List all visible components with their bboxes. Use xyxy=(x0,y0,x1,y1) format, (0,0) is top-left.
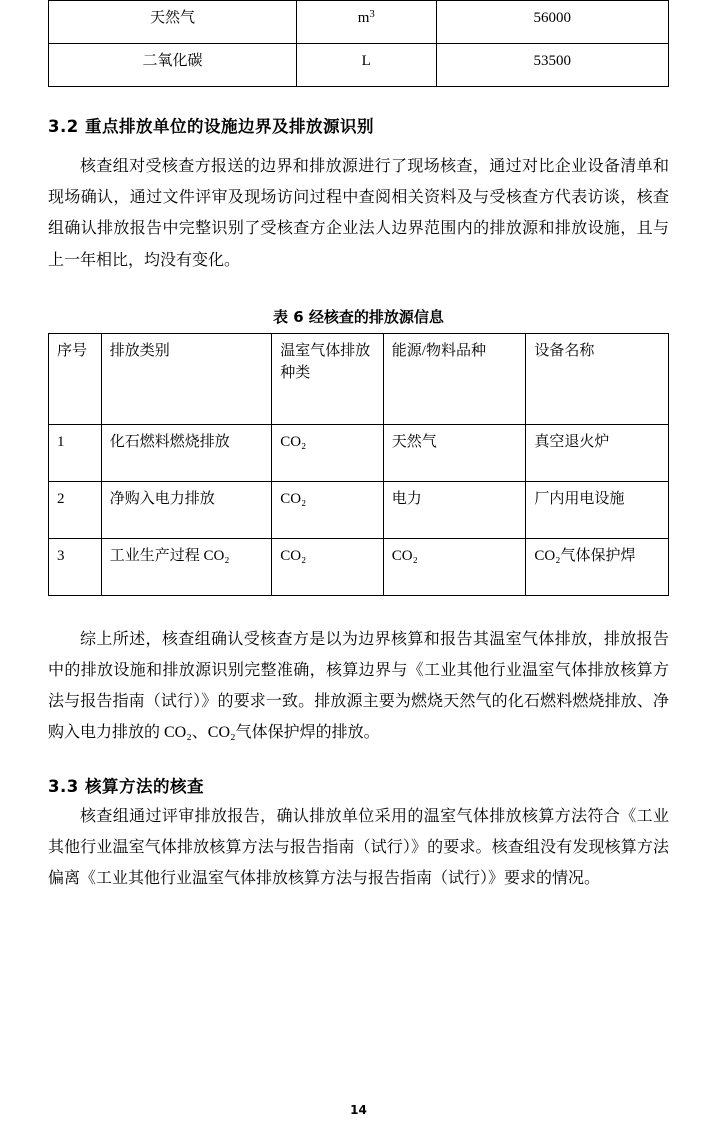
unit-value: L xyxy=(361,53,371,69)
cell-no: 1 xyxy=(49,424,102,481)
cell-name: 二氧化碳 xyxy=(49,44,297,87)
energy-consumption-table xyxy=(48,0,669,87)
emission-source-table xyxy=(48,333,669,596)
table-row xyxy=(49,481,669,538)
section-heading-3-3: 3.3 核算方法的核查 xyxy=(48,776,204,796)
unit-value: m xyxy=(357,10,370,26)
cell-equipment: CO₂气体保护焊 xyxy=(526,538,669,595)
table6-caption: 表 6 经核查的排放源信息 xyxy=(273,307,444,326)
cell-ghg: CO₂ xyxy=(272,538,384,595)
cell-no: 3 xyxy=(49,538,102,595)
cell-value: 53500 xyxy=(436,44,669,87)
cell-unit xyxy=(297,1,437,44)
cell-value: 56000 xyxy=(436,1,669,44)
table-row xyxy=(49,538,669,595)
table-row xyxy=(49,424,669,481)
cell-unit xyxy=(297,44,437,87)
header-no: 序号 xyxy=(49,333,102,424)
section-3-3-paragraph: 核查组通过评审排放报告，确认排放单位采用的温室气体排放核算方法符合《工业其他行业温室气体排放核算方法与报告指南（试行）》的要求。核查组没有发现核算方法偏离《工业其他行业温室气体排放核算方法与报告指南（试行）》要求的情况。 xyxy=(48,807,669,887)
header-category: 排放类别 xyxy=(101,333,272,424)
cell-fuel: 天然气 xyxy=(383,424,526,481)
cell-category: 工业生产过程 CO₂ xyxy=(101,538,272,595)
page-number: 14 xyxy=(350,1103,367,1117)
cell-fuel: 电力 xyxy=(383,481,526,538)
cell-no: 2 xyxy=(49,481,102,538)
cell-fuel: CO₂ xyxy=(383,538,526,595)
cell-ghg: CO₂ xyxy=(272,481,384,538)
summary-paragraph: 综上所述，核查组确认受核查方是以为边界核算和报告其温室气体排放，排放报告中的排放设施和排放源识别完整准确，核算边界与《工业其他行业温室气体排放核算方法与报告指南（试行）》的要求一致。排放源主要为燃烧天然气的化石燃料燃烧排放、净购入电力排放的 CO₂、CO₂气体保护焊的排放。 xyxy=(48,630,669,742)
header-fuel-material: 能源/物料品种 xyxy=(383,333,526,424)
cell-category: 净购入电力排放 xyxy=(101,481,272,538)
header-equipment: 设备名称 xyxy=(526,333,669,424)
cell-equipment: 厂内用电设施 xyxy=(526,481,669,538)
table-row xyxy=(49,1,669,44)
unit-exponent: 3 xyxy=(369,7,375,20)
table-row xyxy=(49,44,669,87)
section-heading-3-2: 3.2 重点排放单位的设施边界及排放源识别 xyxy=(48,117,374,136)
cell-name: 天然气 xyxy=(49,1,297,44)
table-header-row xyxy=(49,333,669,424)
cell-ghg: CO₂ xyxy=(272,424,384,481)
section-3-2-paragraph: 核查组对受核查方报送的边界和排放源进行了现场核查，通过对比企业设备清单和现场确认，通过文件评审及现场访问过程中查阅相关资料及与受核查方代表访谈，核查组确认排放报告中完整识别了受核查方企业法人边界范围内的排放源和排放设施，且与上一年相比，均没有变化。 xyxy=(48,158,669,269)
header-ghg-type: 温室气体排放种类 xyxy=(272,333,384,424)
spacer xyxy=(48,596,669,624)
cell-equipment: 真空退火炉 xyxy=(526,424,669,481)
cell-category: 化石燃料燃烧排放 xyxy=(101,424,272,481)
